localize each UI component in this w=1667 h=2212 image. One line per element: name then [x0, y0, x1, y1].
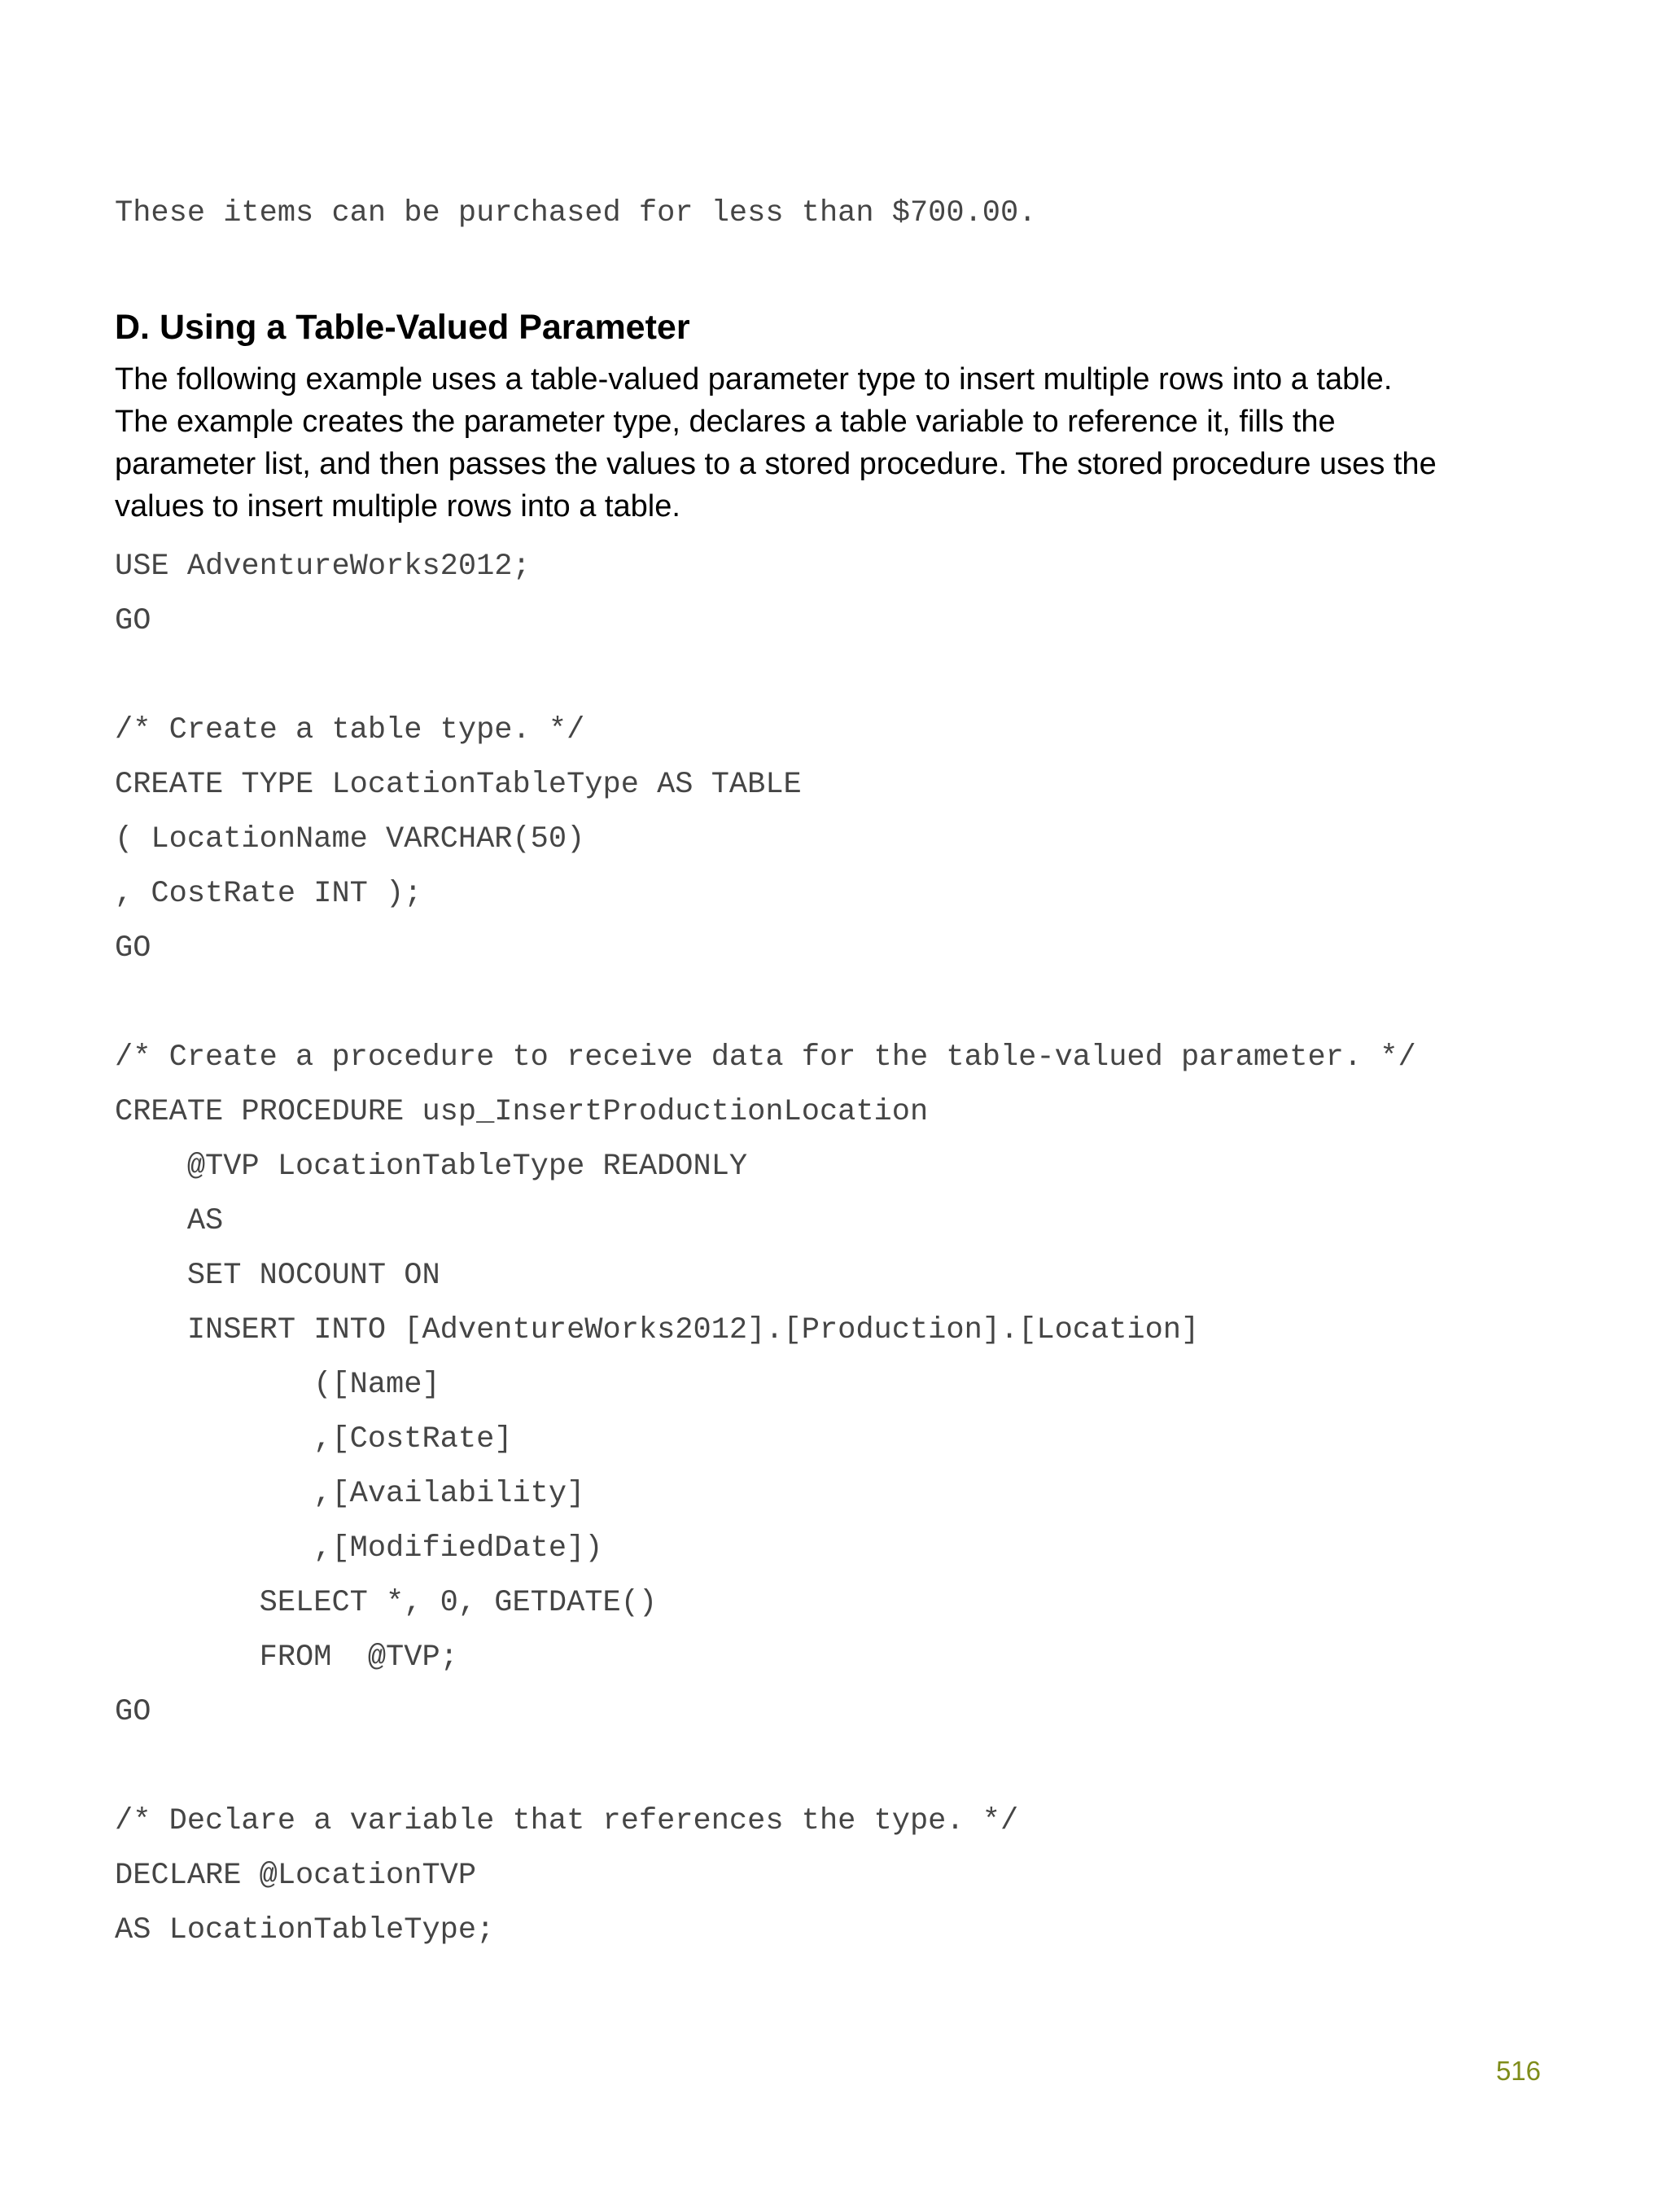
- code-line: DECLARE @LocationTVP: [115, 1859, 477, 1893]
- code-line: ([Name]: [115, 1368, 440, 1402]
- code-line: AS LocationTableType;: [115, 1913, 495, 1947]
- code-line: /* Declare a variable that references the type. */: [115, 1804, 1019, 1838]
- code-line: GO: [115, 604, 151, 638]
- section-heading: D. Using a Table-Valued Parameter: [115, 308, 690, 347]
- code-line: @TVP LocationTableType READONLY: [115, 1150, 748, 1184]
- code-line: ( LocationName VARCHAR(50): [115, 822, 585, 856]
- code-line: /* Create a table type. */: [115, 713, 585, 747]
- code-line: , CostRate INT );: [115, 877, 422, 911]
- code-line: /* Create a procedure to receive data for the table-valued parameter. */: [115, 1040, 1416, 1075]
- paragraph-line: The example creates the parameter type, declares a table variable to reference it, fills the: [115, 405, 1336, 439]
- code-line: CREATE TYPE LocationTableType AS TABLE: [115, 768, 802, 802]
- intro-code-line: These items can be purchased for less than $700.00.: [115, 196, 1037, 230]
- code-line: ,[Availability]: [115, 1477, 585, 1511]
- code-line: CREATE PROCEDURE usp_InsertProductionLocation: [115, 1095, 929, 1129]
- paragraph-line: parameter list, and then passes the values to a stored procedure. The stored procedure uses the: [115, 447, 1437, 481]
- code-line: AS: [115, 1204, 224, 1238]
- code-line: USE AdventureWorks2012;: [115, 550, 531, 584]
- paragraph-line: values to insert multiple rows into a table.: [115, 489, 680, 523]
- code-line: FROM @TVP;: [115, 1640, 458, 1675]
- code-line: ,[CostRate]: [115, 1422, 513, 1456]
- paragraph-line: The following example uses a table-valued parameter type to insert multiple rows into a table.: [115, 362, 1393, 396]
- code-line: INSERT INTO [AdventureWorks2012].[Production].[Location]: [115, 1313, 1200, 1347]
- section-paragraph: [115, 358, 1580, 528]
- code-line: SELECT *, 0, GETDATE(): [115, 1586, 658, 1620]
- code-line: GO: [115, 1695, 151, 1729]
- code-line: ,[ModifiedDate]): [115, 1531, 603, 1566]
- code-line: SET NOCOUNT ON: [115, 1259, 440, 1293]
- page-number: 516: [1495, 2056, 1541, 2086]
- code-line: GO: [115, 931, 151, 966]
